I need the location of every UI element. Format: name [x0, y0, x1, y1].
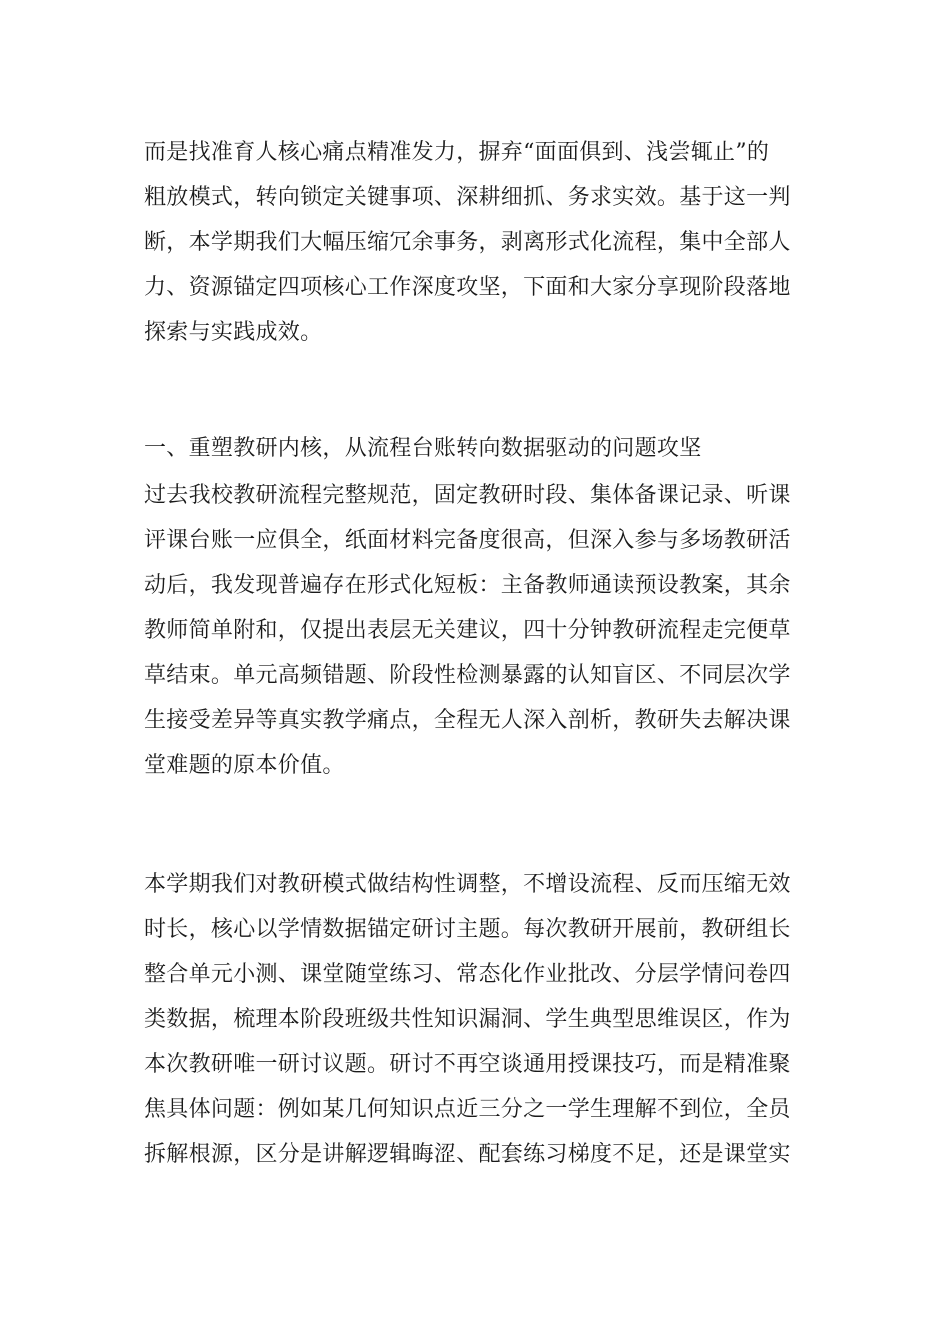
- paragraph-2-line-2: 评课台账一应俱全，纸面材料完备度很高，但深入参与多场教研活: [144, 528, 791, 553]
- paragraph-3-line-1: 本学期我们对教研模式做结构性调整，不增设流程、反而压缩无效: [144, 872, 791, 897]
- paragraph-3-line-3: 整合单元小测、课堂随堂练习、常态化作业批改、分层学情问卷四: [144, 962, 791, 987]
- paragraph-3-line-4: 类数据，梳理本阶段班级共性知识漏洞、学生典型思维误区，作为: [144, 1007, 791, 1032]
- paragraph-1-line-3: 断，本学期我们大幅压缩冗余事务，剥离形式化流程，集中全部人: [144, 230, 791, 255]
- paragraph-2-line-6: 生接受差异等真实教学痛点，全程无人深入剖析，教研失去解决课: [144, 708, 791, 733]
- paragraph-3-line-6: 焦具体问题：例如某几何知识点近三分之一学生理解不到位，全员: [144, 1097, 791, 1122]
- paragraph-2-line-3: 动后，我发现普遍存在形式化短板：主备教师通读预设教案，其余: [144, 573, 791, 598]
- paragraph-1-line-2: 粗放模式，转向锁定关键事项、深耕细抓、务求实效。基于这一判: [144, 185, 791, 210]
- paragraph-1-line-5: 探索与实践成效。: [144, 320, 323, 345]
- paragraph-1-line-4: 力、资源锚定四项核心工作深度攻坚，下面和大家分享现阶段落地: [144, 275, 791, 300]
- paragraph-1-line-1: 而是找准育人核心痛点精准发力，摒弃“面面俱到、浅尝辄止”的: [144, 140, 770, 165]
- paragraph-2-line-5: 草结束。单元高频错题、阶段性检测暴露的认知盲区、不同层次学: [144, 663, 791, 688]
- paragraph-2-line-1: 过去我校教研流程完整规范，固定教研时段、集体备课记录、听课: [144, 483, 791, 508]
- paragraph-3-line-2: 时长，核心以学情数据锚定研讨主题。每次教研开展前，教研组长: [144, 917, 791, 942]
- paragraph-2-line-7: 堂难题的原本价值。: [144, 753, 345, 778]
- section-heading-1: 一、重塑教研内核，从流程台账转向数据驱动的问题攻坚: [144, 436, 702, 461]
- paragraph-2-line-4: 教师简单附和，仅提出表层无关建议，四十分钟教研流程走完便草: [144, 618, 791, 643]
- paragraph-3-line-7: 拆解根源，区分是讲解逻辑晦涩、配套练习梯度不足，还是课堂实: [144, 1142, 791, 1167]
- paragraph-3-line-5: 本次教研唯一研讨议题。研讨不再空谈通用授课技巧，而是精准聚: [144, 1052, 791, 1077]
